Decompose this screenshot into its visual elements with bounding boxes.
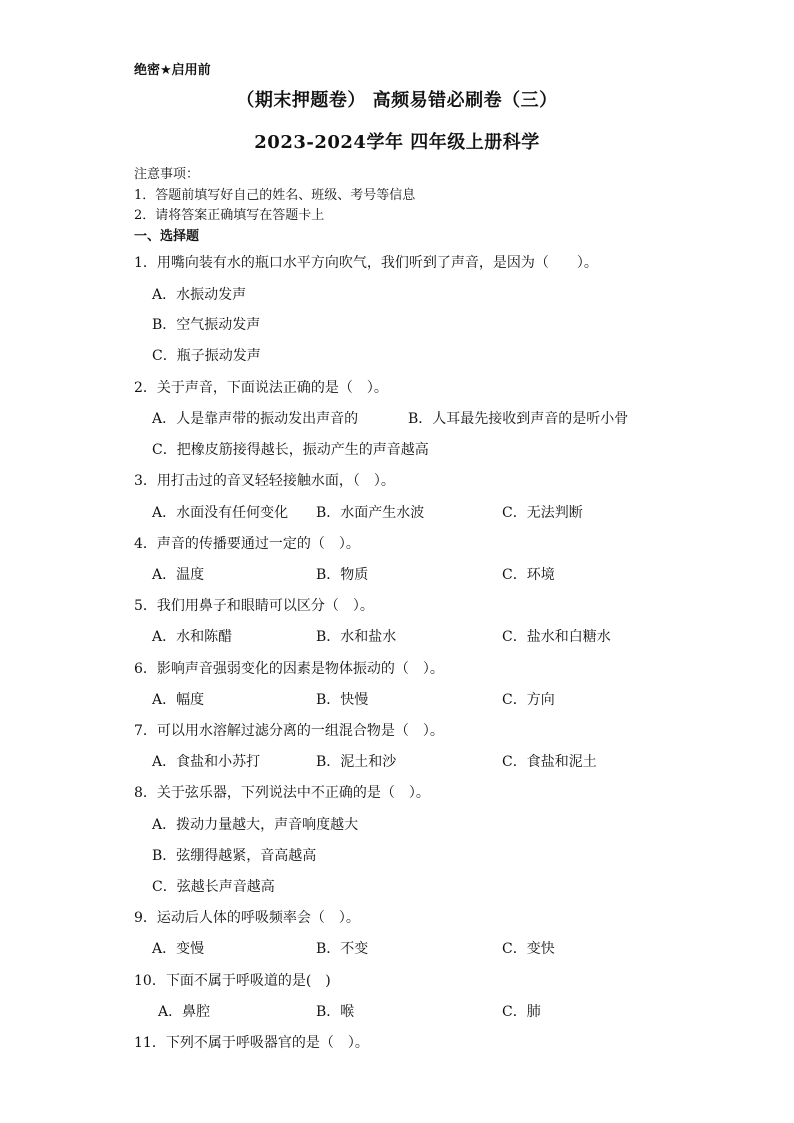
question-option: B．弦绷得越紧，音高越高: [152, 848, 317, 864]
notice-item: 1．答题前填写好自己的姓名、班级、考号等信息: [134, 188, 416, 203]
question-option: A．食盐和小苏打: [152, 754, 261, 770]
question-stem: 7．可以用水溶解过滤分离的一组混合物是（ ）。: [134, 723, 444, 739]
question-option: A．水振动发声: [152, 287, 247, 303]
question-stem: 6．影响声音强弱变化的因素是物体振动的（ ）。: [134, 661, 444, 677]
question-option: B．喉: [316, 1004, 355, 1020]
question-option: A．拨动力量越大，声音响度越大: [152, 817, 359, 833]
question-option: C．弦越长声音越高: [152, 879, 275, 895]
question-stem: 3．用打击过的音叉轻轻接触水面，（ ）。: [134, 473, 395, 489]
question-option: C．把橡皮筋接得越长，振动产生的声音越高: [152, 442, 429, 458]
question-option: A．水和陈醋: [152, 629, 233, 645]
question-stem: 8．关于弦乐器，下列说法中不正确的是（ ）。: [134, 785, 430, 801]
question-stem: 5．我们用鼻子和眼睛可以区分（ ）。: [134, 598, 374, 614]
notice-item: 2．请将答案正确填写在答题卡上: [134, 208, 325, 223]
question-stem: 4．声音的传播要通过一定的（ ）。: [134, 536, 360, 552]
question-option: C．变快: [502, 941, 555, 957]
section-title: 一、选择题: [134, 229, 200, 244]
question-option: B．水面产生水波: [316, 505, 425, 521]
question-option: A．鼻腔: [158, 1004, 211, 1020]
exam-subtitle: 2023-2024学年 四年级上册科学: [254, 132, 540, 153]
question-stem: 1．用嘴向装有水的瓶口水平方向吹气，我们听到了声音，是因为（ ）。: [134, 255, 598, 271]
question-option: A．人是靠声带的振动发出声音的: [152, 411, 359, 427]
question-option: C．环境: [502, 567, 555, 583]
question-stem: 9．运动后人体的呼吸频率会（ ）。: [134, 910, 360, 926]
question-option: B．水和盐水: [316, 629, 397, 645]
question-option: C．瓶子振动发声: [152, 348, 261, 364]
notice-heading: 注意事项：: [134, 167, 200, 182]
question-option: B．空气振动发声: [152, 317, 261, 333]
question-option: B．快慢: [316, 692, 369, 708]
question-option: B．不变: [316, 941, 369, 957]
exam-title: （期末押题卷） 高频易错必刷卷（三）: [236, 90, 558, 111]
question-option: C．方向: [502, 692, 555, 708]
question-stem: 2．关于声音，下面说法正确的是（ ）。: [134, 380, 388, 396]
question-option: C．无法判断: [502, 505, 583, 521]
secret-label: 绝密★启用前: [134, 63, 211, 78]
question-option: C．肺: [502, 1004, 541, 1020]
question-option: A．变慢: [152, 941, 205, 957]
question-option: C．食盐和泥土: [502, 754, 597, 770]
question-option: B．物质: [316, 567, 369, 583]
question-option: A．幅度: [152, 692, 205, 708]
question-option: B．泥土和沙: [316, 754, 397, 770]
question-stem: 10．下面不属于呼吸道的是( ): [134, 973, 331, 989]
question-option: A．水面没有任何变化: [152, 505, 289, 521]
question-stem: 11．下列不属于呼吸器官的是（ ）。: [134, 1035, 369, 1051]
question-option: C．盐水和白糖水: [502, 629, 611, 645]
question-option: A．温度: [152, 567, 205, 583]
question-option: B．人耳最先接收到声音的是听小骨: [408, 411, 629, 427]
